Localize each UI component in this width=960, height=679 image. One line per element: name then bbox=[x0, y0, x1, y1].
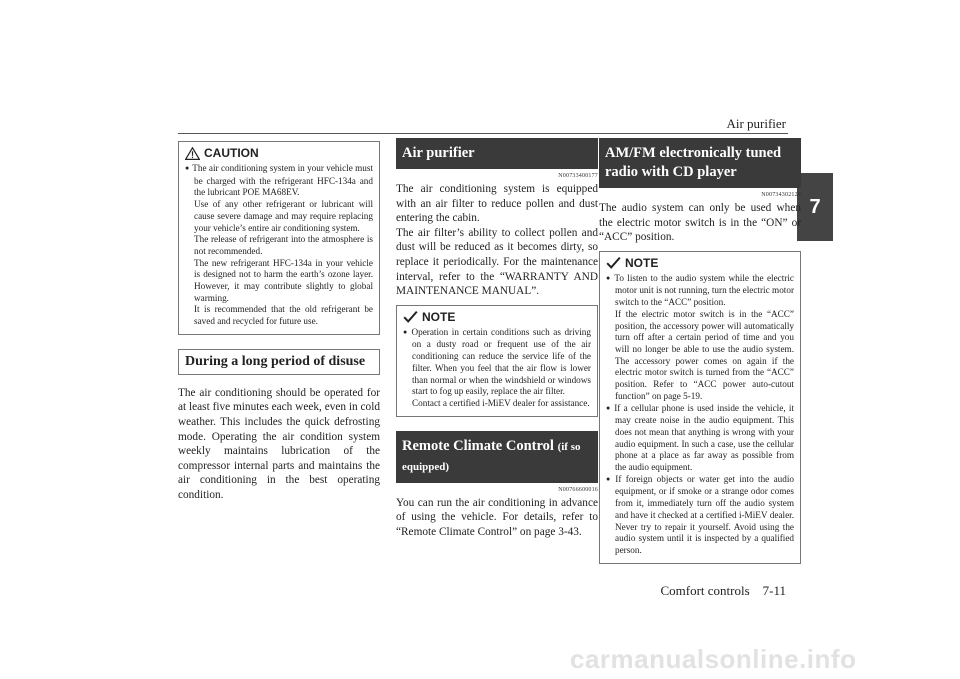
section-title-air-purifier: Air purifier bbox=[396, 138, 598, 169]
note-box bbox=[599, 251, 801, 564]
column-1 bbox=[178, 141, 380, 503]
remote-climate-subtitle: (if so equipped) bbox=[402, 440, 581, 473]
caution-bullet: ● The air conditioning system in your vehicle must be charged with the refrigerant HFC-134a and the lubricant POE MA68EV. bbox=[185, 163, 373, 199]
caution-line: The release of refrigerant into the atmosphere is not recommended. bbox=[194, 234, 373, 256]
note-label: NOTE bbox=[422, 309, 456, 324]
header-rule bbox=[178, 133, 788, 134]
caution-line: Use of any other refrigerant or lubricant will cause severe damage and may require replacing your vehicle’s entire air conditioning system. bbox=[194, 199, 373, 233]
radio-body: The audio system can only be used when the electric motor switch is in the “ON” or “ACC” position. bbox=[599, 202, 801, 244]
ref-code: N00766600016 bbox=[558, 486, 598, 493]
column-2 bbox=[396, 138, 598, 539]
section-title-disuse: During a long period of disuse bbox=[178, 349, 380, 375]
section-title-radio: AM/FM electronically tuned radio with CD player bbox=[599, 138, 801, 188]
note-cont: Contact a certified i-MiEV dealer for assistance. bbox=[412, 397, 590, 408]
note-header bbox=[403, 310, 591, 324]
ref-code: N00733400177 bbox=[558, 173, 598, 179]
note-box bbox=[396, 305, 598, 417]
note-bullet: ● Operation in certain conditions such as driving on a dusty road or frequent use of the air conditioning can reduce the service life of the filter. When you feel that the air flow is lower than normal or when the windshield or windows start to fog up easily, replace the air filter. bbox=[403, 327, 591, 398]
note-bullet: ● To listen to the audio system while the electric motor unit is not running, turn the electric motor switch to the “ACC” position. bbox=[606, 273, 794, 309]
caution-label: CAUTION bbox=[204, 146, 259, 160]
ref-code: N00734302128 bbox=[761, 192, 801, 198]
caution-line: The new refrigerant HFC-134a in your vehicle is designed not to harm the earth’s ozone layer. However, it may contribute slightly to global warming. bbox=[194, 257, 373, 303]
chapter-tab: 7 bbox=[797, 173, 833, 241]
remote-climate-body: You can run the air conditioning in advance of using the vehicle. For details, refer to “Remote Climate Control” on page 3-43. bbox=[396, 496, 598, 538]
note-cont: If the electric motor switch is in the “ACC” position, the accessory power will automatically turn off after a certain period of time and you will no longer be able to use the audio system. The accessory power comes on again if the electric motor switch is turned from the “ACC” position. Refer to “ACC power auto-cutout function” on page 5-19. bbox=[615, 308, 794, 401]
caution-header bbox=[185, 146, 373, 160]
note-label: NOTE bbox=[625, 255, 659, 270]
note-bullet: ● If foreign objects or water get into the audio equipment, or if smoke or a strange odor comes from it, immediately turn off the audio system and have it checked at a certified i-MiEV dealer. Never try to repair it yourself. Avoid using the audio system until it is inspected by a qualified person. bbox=[606, 474, 794, 557]
page-header-title: Air purifier bbox=[726, 116, 786, 131]
note-header bbox=[606, 256, 794, 270]
section-title-remote-climate bbox=[396, 431, 598, 483]
remote-climate-title: Remote Climate Control bbox=[402, 437, 554, 454]
air-purifier-body: The air conditioning system is equipped with an air filter to reduce pollen and dust entering the cabin. bbox=[396, 183, 598, 225]
air-purifier-body-2: The air filter’s ability to collect pollen and dust will be reduced as it becomes dirty, so replace it periodically. For the maintenance interval, refer to the “WARRANTY AND MAINTENANCE MANUAL”. bbox=[396, 226, 598, 298]
caution-line: It is recommended that the old refrigerant be saved and recycled for future use. bbox=[194, 304, 373, 327]
column-3 bbox=[599, 138, 801, 564]
caution-box bbox=[178, 141, 380, 335]
note-check-icon bbox=[403, 310, 418, 323]
note-bullet: ● If a cellular phone is used inside the vehicle, it may create noise in the audio equipment. This does not mean that anything is wrong with your audio equipment. In such a case, use the cellular phone at a place as far away as possible from the audio equipment. bbox=[606, 403, 794, 474]
watermark: carmanualsonline.info bbox=[570, 644, 857, 674]
disuse-body: The air conditioning should be operated for at least five minutes each week, even in cold weather. This includes the quick defrosting mode. Operating the air condition system weekly maintains lubrication of the compressor internal parts and maintains the air conditioning in the best operating condition. bbox=[178, 386, 380, 501]
page-footer: Comfort controls 7-11 bbox=[660, 583, 786, 598]
note-check-icon bbox=[606, 256, 621, 269]
warning-triangle-icon bbox=[185, 147, 200, 160]
